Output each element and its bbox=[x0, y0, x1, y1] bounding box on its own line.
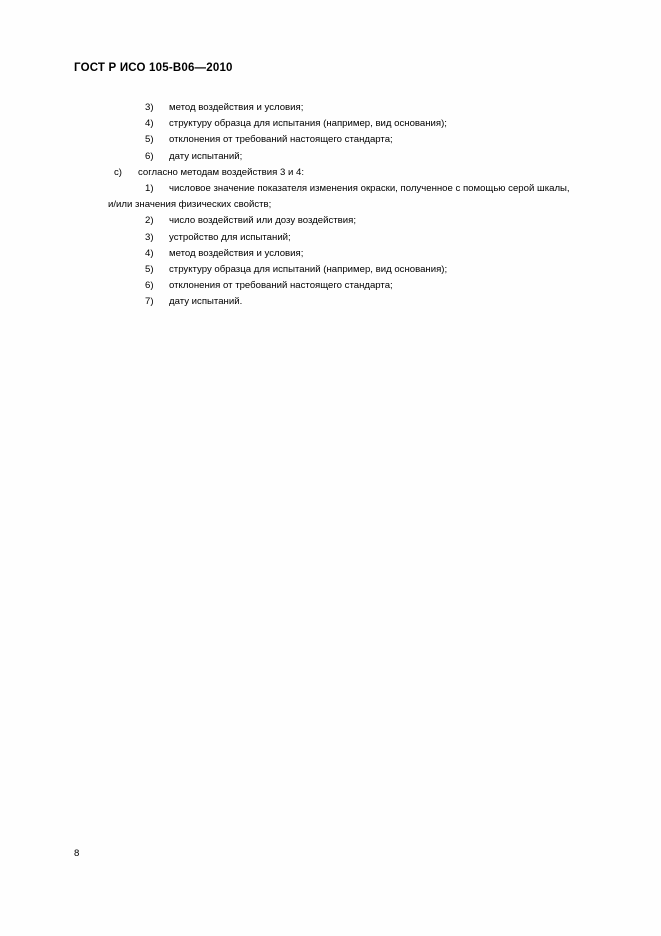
list-marker: 2) bbox=[145, 215, 154, 227]
list-marker: 4) bbox=[145, 118, 154, 130]
list-text: метод воздействия и условия; bbox=[169, 247, 304, 259]
list-text: метод воздействия и условия; bbox=[169, 102, 304, 113]
document-body bbox=[74, 100, 594, 311]
page-header: ГОСТ Р ИСО 105-B06—2010 bbox=[74, 62, 233, 74]
list-item bbox=[145, 100, 594, 116]
list-marker: c) bbox=[114, 166, 122, 178]
list-item bbox=[145, 278, 594, 294]
list-text: отклонения от требований настоящего стандарта; bbox=[169, 280, 393, 292]
list-item bbox=[145, 213, 594, 229]
list-item bbox=[145, 181, 594, 197]
list-marker: 3) bbox=[145, 102, 154, 113]
list-marker: 5) bbox=[145, 264, 154, 276]
list-marker: 7) bbox=[145, 296, 154, 308]
list-text: числовое значение показателя изменения окраски, полученное с помощью серой шкалы, bbox=[169, 183, 570, 195]
list-marker: 4) bbox=[145, 247, 154, 259]
list-text: число воздействий или дозу воздействия; bbox=[169, 215, 356, 227]
list-marker: 6) bbox=[145, 280, 154, 292]
list-marker: 3) bbox=[145, 231, 154, 243]
list-text: устройство для испытаний; bbox=[169, 231, 291, 243]
list-text: согласно методам воздействия 3 и 4: bbox=[138, 166, 305, 178]
list-text: дату испытаний. bbox=[169, 296, 243, 308]
list-text: структуру образца для испытаний (например, вид основания); bbox=[169, 264, 448, 276]
list-marker: 5) bbox=[145, 134, 154, 146]
list-item bbox=[145, 294, 594, 310]
list-item bbox=[145, 116, 594, 132]
list-item bbox=[145, 132, 594, 148]
list-item bbox=[145, 230, 594, 246]
continuation-line: и/или значения физических свойств; bbox=[108, 199, 272, 211]
list-item bbox=[145, 149, 594, 165]
list-text: дату испытаний; bbox=[169, 150, 243, 162]
list-item bbox=[145, 262, 594, 278]
list-text: структуру образца для испытания (например, вид основания); bbox=[169, 118, 447, 130]
page-number: 8 bbox=[74, 848, 80, 859]
list-marker: 1) bbox=[145, 183, 154, 195]
list-text: отклонения от требований настоящего стандарта; bbox=[169, 134, 393, 146]
list-item bbox=[145, 246, 594, 262]
list-marker: 6) bbox=[145, 150, 154, 162]
list-item-c bbox=[114, 165, 594, 181]
